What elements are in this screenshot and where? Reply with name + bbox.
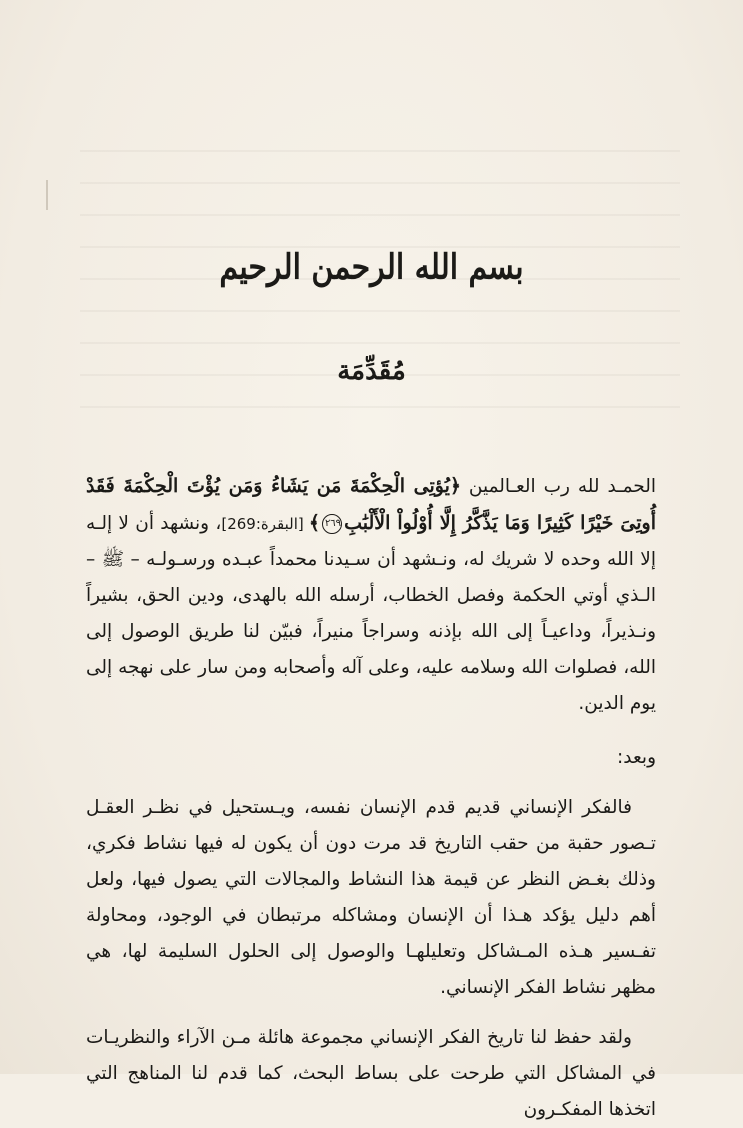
praise-continuation: ، ونشهد أن لا إلـه إلا الله وحده لا شريك له، ونـشهد أن سـيدنا محمداً عبـده ورسـولـه – ﷺ – الـذي أوتي الحكمة وفصل الخطاب، أرسله الله بالهدى، ودين الحق، بشيراً ونـذيراً، وداعيـاً إلى الله بإذنه وسراجاً منيراً، فبيّن لنا طريق الوصول إلى الله، فصلوات الله وسلامه عليه، وعلى آله وأصحابه ومن سار على نهجه إلى يوم الدين. — [86, 513, 656, 714]
praise-opening: الحمـد لله رب العـالمين — [461, 476, 656, 497]
quran-verse: ﴿يُؤتِى الْحِكْمَةَ مَن يَشَاءُ وَمَن يُؤْتَ الْحِكْمَةَ فَقَدْ أُوتِىَ خَيْرًا كَثِيرًا وَمَا يَذَّكَّرُ إِلَّا أُوْلُواْ الْأَلْبَٰبِ — [86, 475, 656, 534]
basmala-calligraphy: بسم الله الرحمن الرحيم — [219, 247, 524, 288]
verse-number-marker: ٢٦٩ — [322, 514, 342, 534]
introduction-title: مُقَدِّمَة — [337, 356, 406, 386]
paragraph-praise — [86, 468, 656, 722]
scan-mark — [46, 180, 48, 210]
paragraph-human-thought: فالفكر الإنساني قديم قدم الإنسان نفسه، ويـستحيل في نظـر العقـل تـصور حقبة من حقب التاريخ قد مرت دون أن يكون له فيها نشاط فكري، وذلك بغـض النظر عن قيمة هذا النشاط والمجالات التي يصول فيها، ولعل أهم دليل يؤكد هـذا أن الإنسان ومشاكله مرتبطان في الوجود، ومحاولة تفـسير هـذه المـشاكل وتعليلهـا والوصول إلى الحلول السليمة لها، هي مظهر نشاط الفكر الإنساني. — [86, 797, 656, 998]
paragraph-history: ولقد حفظ لنا تاريخ الفكر الإنساني مجموعة هائلة مـن الآراء والنظريـات في المشاكل التي طرحت على بساط البحث، كما قدم لنا المناهج التي اتخذها المفكـرون — [86, 1027, 656, 1120]
paragraph-wa-baad: وبعد: — [617, 747, 656, 768]
body-text — [86, 468, 656, 1128]
verse-reference: [البقرة:269] — [221, 515, 309, 533]
quran-close-bracket: ﴾ — [308, 512, 321, 534]
